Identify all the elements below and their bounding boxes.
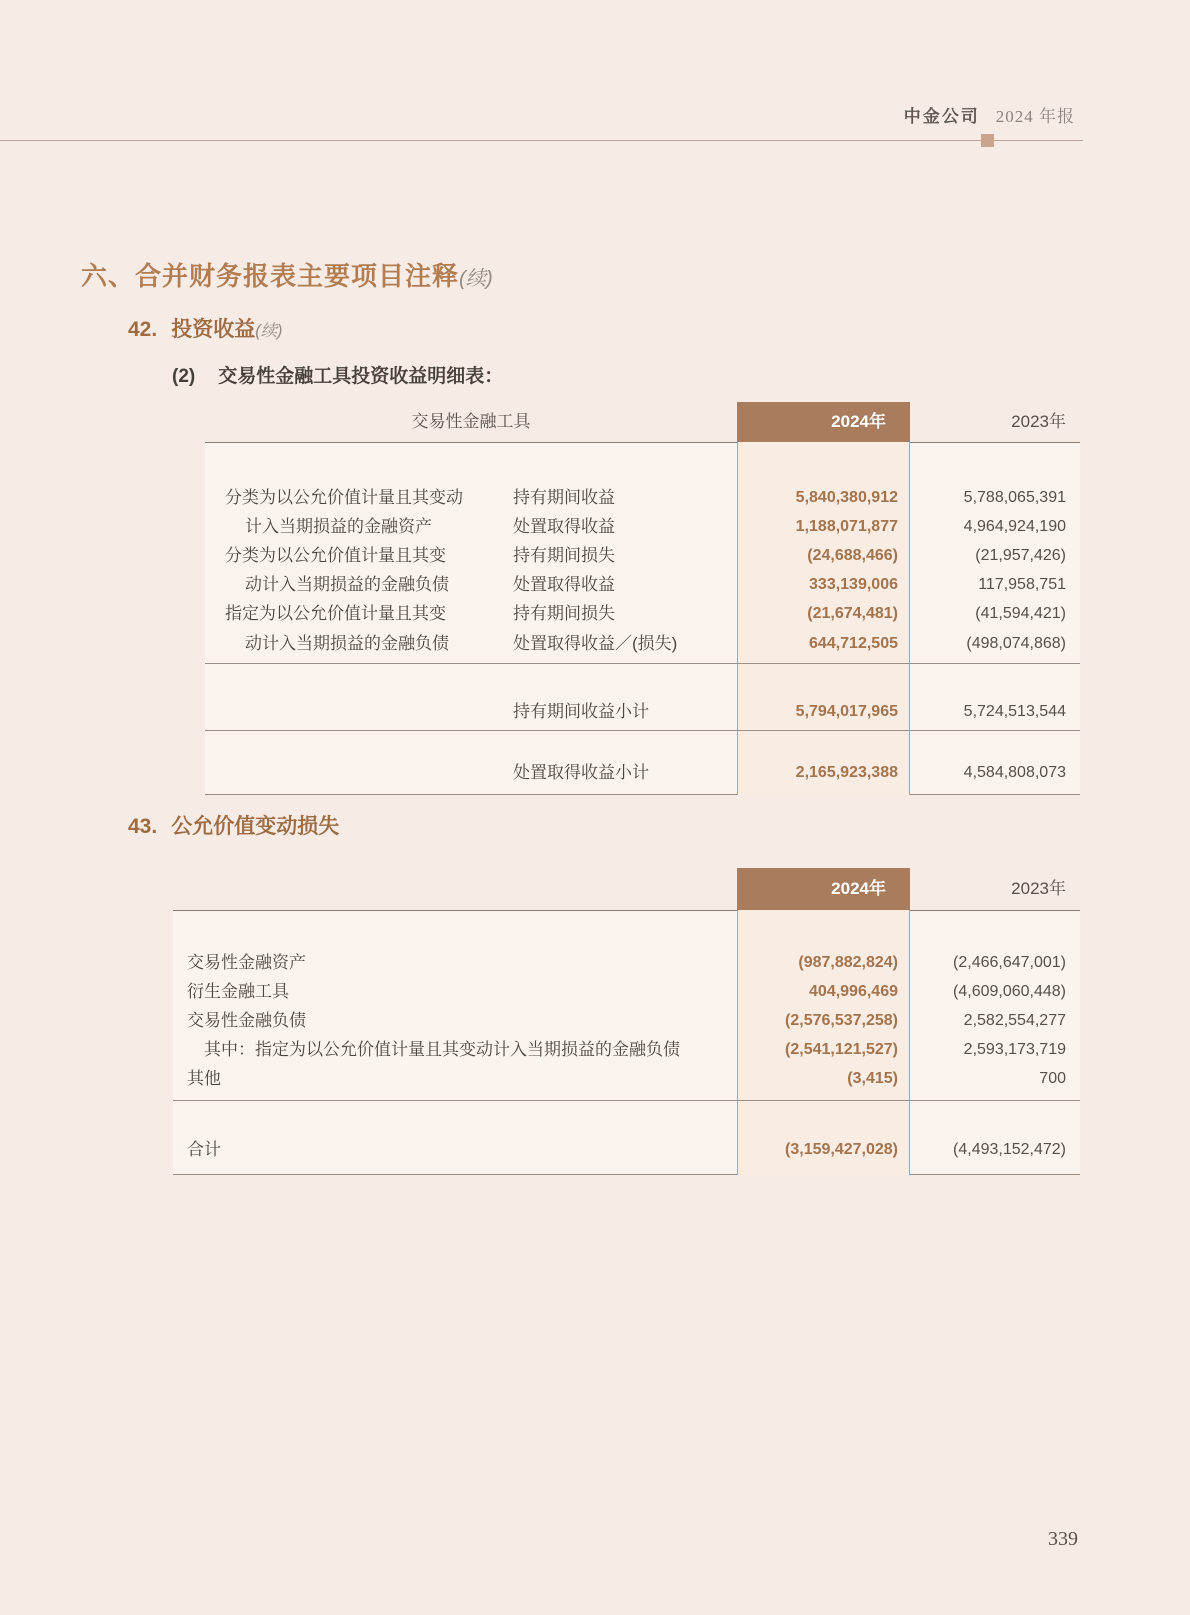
row-value-2024: (24,688,466) [807,547,898,564]
total-value-2023: (4,493,152,472) [953,1141,1066,1158]
note-42-suffix: (续) [255,322,283,340]
section-title-text: 六、合并财务报表主要项目注释 [81,261,460,291]
subtotal-value-2024: 2,165,923,388 [795,764,898,781]
total-row [173,1136,1080,1164]
row-type-label: 持有期间损失 [513,604,615,623]
running-header [904,102,1075,127]
table-row [173,978,1080,1006]
row-value-2024: 1,188,071,877 [795,518,898,535]
table2-2024-column-header: 2024年 [737,868,910,910]
company-name: 中金公司 [903,107,980,126]
header-square-ornament [981,134,994,147]
row-item-label: 交易性金融负债 [187,1011,306,1030]
note-42-heading [128,313,282,343]
investment-income-table [205,402,1080,795]
row-value-2024: (987,882,824) [798,954,898,971]
row-item-label: 其他 [187,1069,221,1088]
subtotal-row-holding [205,698,1080,726]
row-item-label: 计入当期损益的金融资产 [245,517,432,536]
row-value-2023: (498,074,868) [966,635,1066,652]
note-43-heading [128,810,339,840]
table-row [205,542,1080,570]
total-label: 合计 [187,1140,221,1159]
page-number: 339 [1048,1528,1078,1550]
row-value-2023: (21,957,426) [975,547,1066,564]
note-43-number: 43. [128,815,158,838]
row-value-2023: 700 [1039,1070,1066,1087]
table1-2024-column-header: 2024年 [737,402,910,442]
fair-value-change-table [173,868,1080,1175]
row-value-2023: 5,788,065,391 [963,489,1066,506]
row-item-label: 动计入当期损益的金融负债 [245,634,449,653]
report-edition: 2024 年报 [995,107,1075,126]
table-divider [205,730,1080,731]
row-item-label: 分类为以公允价值计量且其变动 [225,488,463,507]
subtotal-value-2023: 4,584,808,073 [963,764,1066,781]
row-item-label: 动计入当期损益的金融负债 [245,575,449,594]
table-row [205,484,1080,512]
subnote-2-title: 交易性金融工具投资收益明细表： [218,366,504,387]
total-value-2024: (3,159,427,028) [785,1141,898,1158]
row-value-2024: (2,541,121,527) [785,1041,898,1058]
row-value-2024: (2,576,537,258) [785,1012,898,1029]
row-value-2024: (21,674,481) [807,605,898,622]
section-title-suffix: (续) [459,268,493,290]
row-value-2024: 644,712,505 [809,635,898,652]
row-item-label: 指定为以公允价值计量且其变 [225,604,446,623]
table1-2023-column-header: 2023年 [1011,412,1066,431]
row-value-2024: 5,840,380,912 [795,489,898,506]
table-row [173,1007,1080,1035]
subtotal-label: 处置取得收益小计 [513,763,649,782]
table-row [205,600,1080,628]
row-type-label: 持有期间收益 [513,488,615,507]
subtotal-value-2024: 5,794,017,965 [795,703,898,720]
table1-instrument-column-header: 交易性金融工具 [411,412,531,431]
table-row [205,571,1080,599]
row-value-2024: 333,139,006 [809,576,898,593]
row-item-label: 其中：指定为以公允价值计量且其变动计入当期损益的金融负债 [204,1040,680,1059]
row-value-2023: (4,609,060,448) [953,983,1066,1000]
row-item-label: 分类为以公允价值计量且其变 [225,546,446,565]
row-value-2023: 117,958,751 [978,576,1066,593]
table-row [205,630,1080,658]
row-value-2023: 4,964,924,190 [963,518,1066,535]
table-divider [173,1100,1080,1101]
note-42-number: 42. [128,318,158,341]
row-type-label: 处置取得收益 [513,575,615,594]
row-item-label: 交易性金融资产 [187,953,306,972]
row-type-label: 处置取得收益 [513,517,615,536]
subnote-2-number: (2) [172,366,196,387]
table-row [173,949,1080,977]
row-value-2023: (41,594,421) [975,605,1066,622]
row-type-label: 持有期间损失 [513,546,615,565]
row-value-2023: 2,593,173,719 [963,1041,1066,1058]
row-value-2024: 404,996,469 [809,983,898,1000]
table-row [173,1036,1080,1064]
table-row [205,513,1080,541]
subtotal-value-2023: 5,724,513,544 [963,703,1066,720]
subnote-2-heading [172,361,503,388]
row-value-2024: (3,415) [847,1070,898,1087]
subtotal-label: 持有期间收益小计 [513,702,649,721]
row-type-label: 处置取得收益／(损失) [513,634,678,653]
row-item-label: 衍生金融工具 [187,982,289,1001]
subtotal-row-disposal [205,759,1080,787]
note-42-title: 投资收益 [171,318,256,341]
note-43-title: 公允价值变动损失 [171,815,340,838]
row-value-2023: 2,582,554,277 [963,1012,1066,1029]
table2-2023-column-header: 2023年 [1011,879,1066,898]
table-divider [205,663,1080,664]
row-value-2023: (2,466,647,001) [953,954,1066,971]
section-title [81,256,493,293]
header-rule [0,140,1083,141]
table-row [173,1065,1080,1093]
